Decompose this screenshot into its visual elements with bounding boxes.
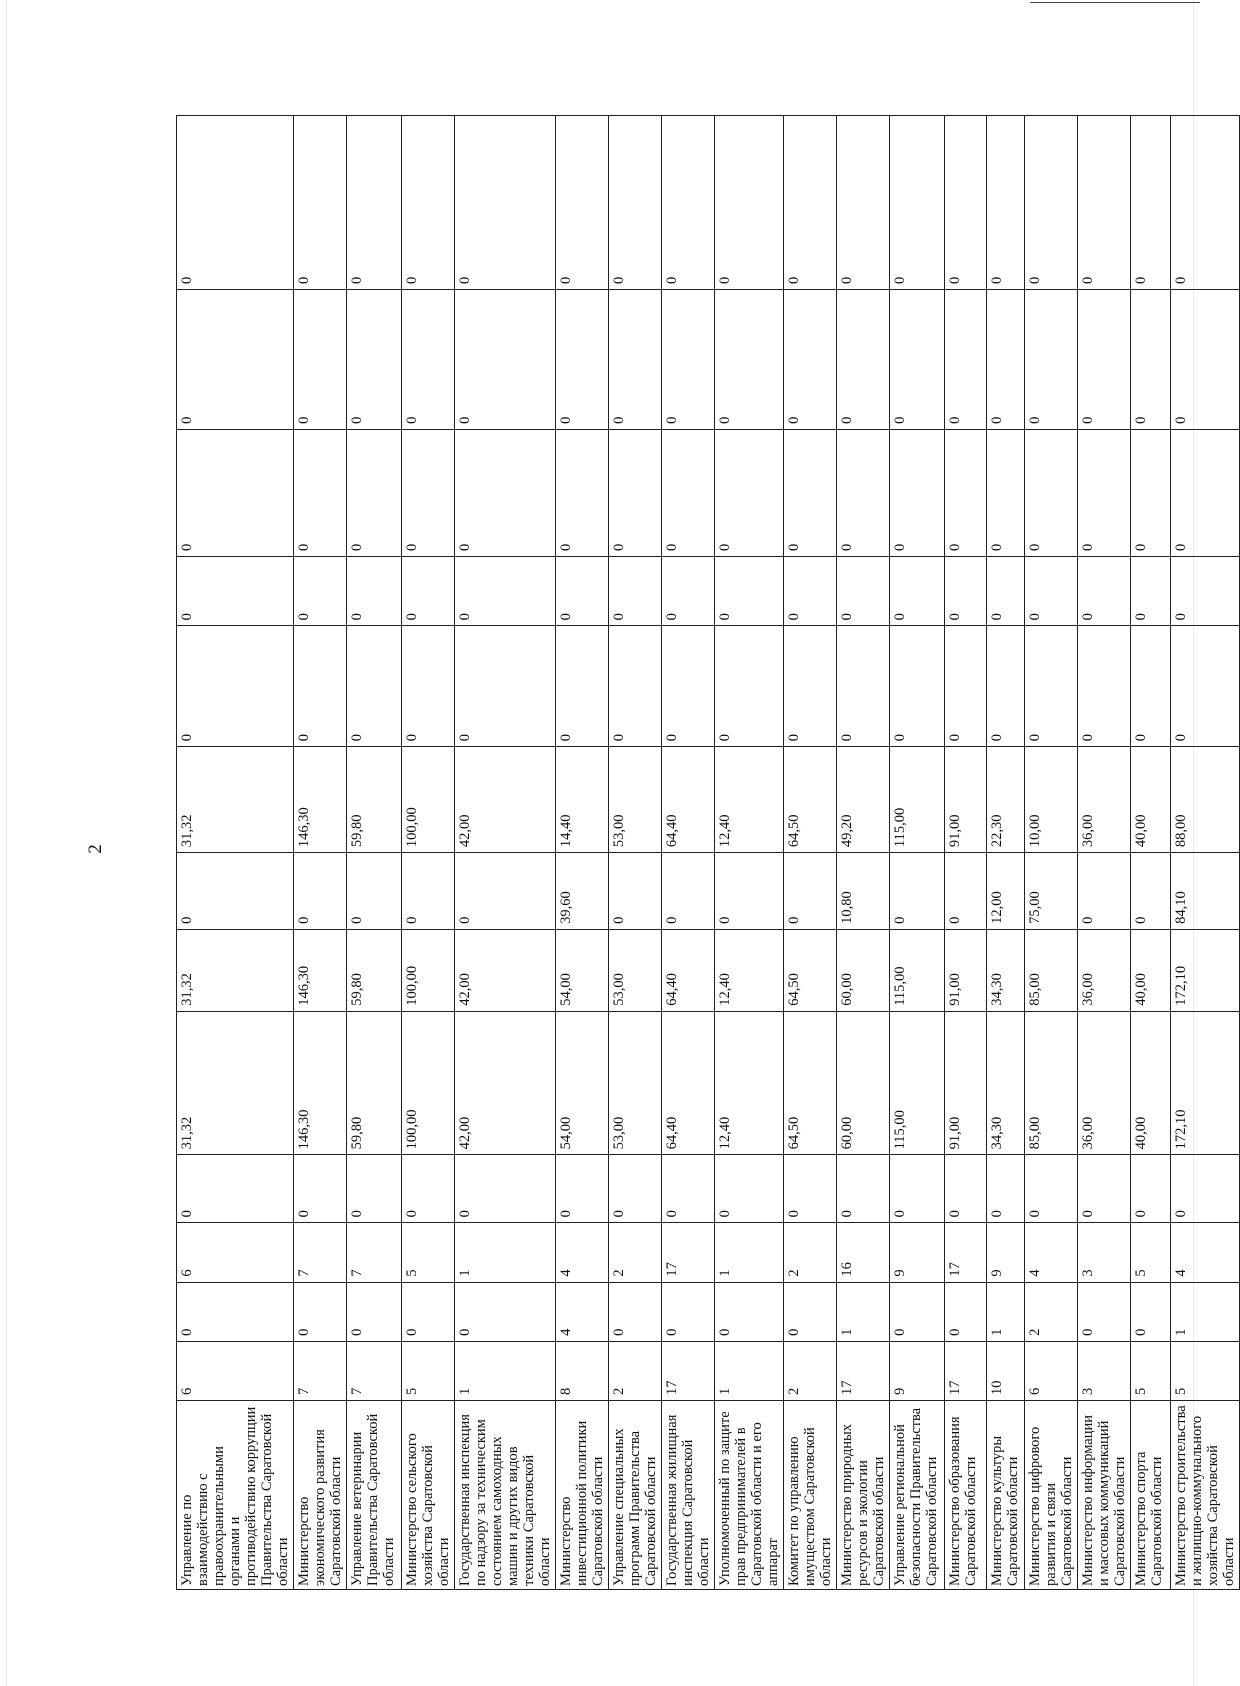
value-cell-col7: 115,00 bbox=[890, 929, 945, 1011]
value-cell-col13: 0 bbox=[556, 289, 609, 429]
value-cell-col7: 91,00 bbox=[945, 929, 987, 1011]
value-cell-col14: 0 bbox=[1131, 116, 1171, 290]
value-cell-col8: 0 bbox=[609, 853, 662, 930]
table-row bbox=[1131, 116, 1171, 1590]
table-row bbox=[1025, 116, 1078, 1590]
value-cell-col8: 0 bbox=[347, 853, 402, 930]
value-cell-col7: 36,00 bbox=[1078, 929, 1131, 1011]
value-cell-col6: 100,00 bbox=[402, 1011, 455, 1155]
value-cell-col9: 59,80 bbox=[347, 747, 402, 853]
value-cell-col13: 0 bbox=[1171, 289, 1240, 429]
value-cell-col7: 146,30 bbox=[294, 929, 347, 1011]
value-cell-col12: 0 bbox=[609, 429, 662, 556]
value-cell-col10: 0 bbox=[1025, 626, 1078, 747]
value-cell-col10: 0 bbox=[662, 626, 715, 747]
value-cell-col14: 0 bbox=[890, 116, 945, 290]
data-table bbox=[176, 115, 1240, 1590]
value-cell-col10: 0 bbox=[837, 626, 890, 747]
value-cell-col2: 6 bbox=[1025, 1341, 1078, 1400]
table-row bbox=[177, 116, 294, 1590]
value-cell-col14: 0 bbox=[455, 116, 556, 290]
value-cell-col3: 0 bbox=[294, 1282, 347, 1341]
value-cell-col13: 0 bbox=[177, 289, 294, 429]
value-cell-col6: 60,00 bbox=[837, 1011, 890, 1155]
value-cell-col2: 6 bbox=[177, 1341, 294, 1400]
value-cell-col14: 0 bbox=[715, 116, 784, 290]
value-cell-col5: 0 bbox=[784, 1155, 837, 1223]
value-cell-col11: 0 bbox=[1078, 557, 1131, 626]
value-cell-col4: 2 bbox=[784, 1223, 837, 1282]
value-cell-col14: 0 bbox=[784, 116, 837, 290]
value-cell-col4: 7 bbox=[347, 1223, 402, 1282]
value-cell-col4: 2 bbox=[609, 1223, 662, 1282]
value-cell-col12: 0 bbox=[1025, 429, 1078, 556]
value-cell-col9: 14,40 bbox=[556, 747, 609, 853]
organization-name-cell: Управление по взаимодействию с правоохранительными органами и противодействию коррупции Правительства Саратовской области bbox=[177, 1401, 294, 1590]
value-cell-col12: 0 bbox=[177, 429, 294, 556]
value-cell-col3: 0 bbox=[1131, 1282, 1171, 1341]
table-row bbox=[784, 116, 837, 1590]
value-cell-col2: 1 bbox=[715, 1341, 784, 1400]
value-cell-col13: 0 bbox=[1131, 289, 1171, 429]
value-cell-col7: 59,80 bbox=[347, 929, 402, 1011]
value-cell-col7: 40,00 bbox=[1131, 929, 1171, 1011]
value-cell-col8: 0 bbox=[890, 853, 945, 930]
value-cell-col9: 115,00 bbox=[890, 747, 945, 853]
value-cell-col4: 4 bbox=[1025, 1223, 1078, 1282]
value-cell-col8: 39,60 bbox=[556, 853, 609, 930]
organization-name-cell: Управление региональной безопасности Правительства Саратовской области bbox=[890, 1401, 945, 1590]
value-cell-col2: 17 bbox=[945, 1341, 987, 1400]
value-cell-col4: 4 bbox=[1171, 1223, 1240, 1282]
value-cell-col9: 36,00 bbox=[1078, 747, 1131, 853]
value-cell-col3: 4 bbox=[556, 1282, 609, 1341]
value-cell-col4: 9 bbox=[890, 1223, 945, 1282]
value-cell-col5: 0 bbox=[837, 1155, 890, 1223]
value-cell-col5: 0 bbox=[1131, 1155, 1171, 1223]
value-cell-col5: 0 bbox=[945, 1155, 987, 1223]
value-cell-col8: 0 bbox=[715, 853, 784, 930]
value-cell-col7: 54,00 bbox=[556, 929, 609, 1011]
value-cell-col7: 53,00 bbox=[609, 929, 662, 1011]
value-cell-col2: 5 bbox=[1171, 1341, 1240, 1400]
organization-name-cell: Министерство сельского хозяйства Саратовской области bbox=[402, 1401, 455, 1590]
value-cell-col12: 0 bbox=[837, 429, 890, 556]
value-cell-col2: 9 bbox=[890, 1341, 945, 1400]
value-cell-col12: 0 bbox=[987, 429, 1025, 556]
value-cell-col10: 0 bbox=[294, 626, 347, 747]
value-cell-col10: 0 bbox=[402, 626, 455, 747]
value-cell-col2: 7 bbox=[294, 1341, 347, 1400]
table-row bbox=[837, 116, 890, 1590]
value-cell-col11: 0 bbox=[945, 557, 987, 626]
value-cell-col3: 0 bbox=[784, 1282, 837, 1341]
value-cell-col4: 3 bbox=[1078, 1223, 1131, 1282]
organization-name-cell: Министерство культуры Саратовской области bbox=[987, 1401, 1025, 1590]
value-cell-col7: 60,00 bbox=[837, 929, 890, 1011]
value-cell-col3: 0 bbox=[455, 1282, 556, 1341]
value-cell-col13: 0 bbox=[945, 289, 987, 429]
table-row bbox=[715, 116, 784, 1590]
value-cell-col2: 17 bbox=[662, 1341, 715, 1400]
organization-name-cell: Министерство образования Саратовской области bbox=[945, 1401, 987, 1590]
value-cell-col7: 31,32 bbox=[177, 929, 294, 1011]
value-cell-col14: 0 bbox=[347, 116, 402, 290]
value-cell-col5: 0 bbox=[1171, 1155, 1240, 1223]
value-cell-col5: 0 bbox=[556, 1155, 609, 1223]
value-cell-col12: 0 bbox=[715, 429, 784, 556]
value-cell-col9: 22,30 bbox=[987, 747, 1025, 853]
value-cell-col5: 0 bbox=[1078, 1155, 1131, 1223]
value-cell-col10: 0 bbox=[177, 626, 294, 747]
value-cell-col10: 0 bbox=[987, 626, 1025, 747]
value-cell-col4: 16 bbox=[837, 1223, 890, 1282]
value-cell-col9: 40,00 bbox=[1131, 747, 1171, 853]
value-cell-col3: 1 bbox=[837, 1282, 890, 1341]
value-cell-col2: 2 bbox=[609, 1341, 662, 1400]
value-cell-col12: 0 bbox=[402, 429, 455, 556]
value-cell-col12: 0 bbox=[347, 429, 402, 556]
value-cell-col3: 0 bbox=[715, 1282, 784, 1341]
table-row bbox=[1078, 116, 1131, 1590]
value-cell-col14: 0 bbox=[662, 116, 715, 290]
value-cell-col8: 0 bbox=[177, 853, 294, 930]
value-cell-col6: 40,00 bbox=[1131, 1011, 1171, 1155]
table-row bbox=[662, 116, 715, 1590]
value-cell-col14: 0 bbox=[1078, 116, 1131, 290]
value-cell-col10: 0 bbox=[945, 626, 987, 747]
value-cell-col14: 0 bbox=[1025, 116, 1078, 290]
value-cell-col6: 146,30 bbox=[294, 1011, 347, 1155]
value-cell-col13: 0 bbox=[715, 289, 784, 429]
value-cell-col14: 0 bbox=[609, 116, 662, 290]
value-cell-col2: 1 bbox=[455, 1341, 556, 1400]
value-cell-col4: 4 bbox=[556, 1223, 609, 1282]
value-cell-col9: 49,20 bbox=[837, 747, 890, 853]
value-cell-col6: 85,00 bbox=[1025, 1011, 1078, 1155]
value-cell-col4: 6 bbox=[177, 1223, 294, 1282]
value-cell-col4: 9 bbox=[987, 1223, 1025, 1282]
value-cell-col2: 5 bbox=[402, 1341, 455, 1400]
value-cell-col8: 84,10 bbox=[1171, 853, 1240, 930]
value-cell-col12: 0 bbox=[784, 429, 837, 556]
value-cell-col6: 64,50 bbox=[784, 1011, 837, 1155]
organization-name-cell: Министерство экономического развития Саратовской области bbox=[294, 1401, 347, 1590]
value-cell-col11: 0 bbox=[987, 557, 1025, 626]
value-cell-col3: 0 bbox=[890, 1282, 945, 1341]
value-cell-col9: 53,00 bbox=[609, 747, 662, 853]
value-cell-col5: 0 bbox=[347, 1155, 402, 1223]
value-cell-col5: 0 bbox=[294, 1155, 347, 1223]
value-cell-col5: 0 bbox=[1025, 1155, 1078, 1223]
value-cell-col10: 0 bbox=[1171, 626, 1240, 747]
value-cell-col13: 0 bbox=[347, 289, 402, 429]
value-cell-col13: 0 bbox=[455, 289, 556, 429]
value-cell-col10: 0 bbox=[784, 626, 837, 747]
value-cell-col5: 0 bbox=[715, 1155, 784, 1223]
value-cell-col2: 7 bbox=[347, 1341, 402, 1400]
organization-name-cell: Министерство инвестиционной политики Саратовской области bbox=[556, 1401, 609, 1590]
value-cell-col4: 17 bbox=[662, 1223, 715, 1282]
organization-name-cell: Управление ветеринарии Правительства Саратовской области bbox=[347, 1401, 402, 1590]
organization-name-cell: Уполномоченный по защите прав предпринимателей в Саратовской области и его аппарат bbox=[715, 1401, 784, 1590]
value-cell-col13: 0 bbox=[890, 289, 945, 429]
table-row bbox=[402, 116, 455, 1590]
value-cell-col13: 0 bbox=[609, 289, 662, 429]
value-cell-col6: 91,00 bbox=[945, 1011, 987, 1155]
value-cell-col13: 0 bbox=[987, 289, 1025, 429]
value-cell-col12: 0 bbox=[890, 429, 945, 556]
value-cell-col5: 0 bbox=[455, 1155, 556, 1223]
value-cell-col2: 2 bbox=[784, 1341, 837, 1400]
value-cell-col11: 0 bbox=[609, 557, 662, 626]
value-cell-col10: 0 bbox=[347, 626, 402, 747]
value-cell-col11: 0 bbox=[177, 557, 294, 626]
value-cell-col14: 0 bbox=[556, 116, 609, 290]
value-cell-col10: 0 bbox=[455, 626, 556, 747]
value-cell-col8: 0 bbox=[1078, 853, 1131, 930]
value-cell-col6: 42,00 bbox=[455, 1011, 556, 1155]
value-cell-col9: 64,40 bbox=[662, 747, 715, 853]
value-cell-col11: 0 bbox=[402, 557, 455, 626]
corner-rule bbox=[1030, 2, 1200, 3]
value-cell-col9: 10,00 bbox=[1025, 747, 1078, 853]
value-cell-col6: 54,00 bbox=[556, 1011, 609, 1155]
value-cell-col13: 0 bbox=[1078, 289, 1131, 429]
value-cell-col7: 172,10 bbox=[1171, 929, 1240, 1011]
value-cell-col14: 0 bbox=[402, 116, 455, 290]
value-cell-col14: 0 bbox=[837, 116, 890, 290]
table-row bbox=[455, 116, 556, 1590]
value-cell-col12: 0 bbox=[662, 429, 715, 556]
value-cell-col12: 0 bbox=[1078, 429, 1131, 556]
value-cell-col11: 0 bbox=[556, 557, 609, 626]
value-cell-col3: 2 bbox=[1025, 1282, 1078, 1341]
value-cell-col12: 0 bbox=[945, 429, 987, 556]
value-cell-col11: 0 bbox=[784, 557, 837, 626]
value-cell-col5: 0 bbox=[609, 1155, 662, 1223]
value-cell-col11: 0 bbox=[662, 557, 715, 626]
value-cell-col3: 0 bbox=[609, 1282, 662, 1341]
value-cell-col8: 0 bbox=[662, 853, 715, 930]
value-cell-col8: 0 bbox=[1131, 853, 1171, 930]
value-cell-col5: 0 bbox=[890, 1155, 945, 1223]
organization-name-cell: Управление специальных программ Правительства Саратовской области bbox=[609, 1401, 662, 1590]
table-row bbox=[347, 116, 402, 1590]
value-cell-col14: 0 bbox=[987, 116, 1025, 290]
value-cell-col9: 91,00 bbox=[945, 747, 987, 853]
value-cell-col14: 0 bbox=[294, 116, 347, 290]
value-cell-col3: 1 bbox=[987, 1282, 1025, 1341]
value-cell-col14: 0 bbox=[945, 116, 987, 290]
value-cell-col2: 3 bbox=[1078, 1341, 1131, 1400]
value-cell-col10: 0 bbox=[1078, 626, 1131, 747]
value-cell-col6: 64,40 bbox=[662, 1011, 715, 1155]
table-row bbox=[1171, 116, 1240, 1590]
value-cell-col7: 34,30 bbox=[987, 929, 1025, 1011]
organization-name-cell: Министерство строительства и жилищно-коммунального хозяйства Саратовской области bbox=[1171, 1401, 1240, 1590]
value-cell-col10: 0 bbox=[890, 626, 945, 747]
value-cell-col9: 64,50 bbox=[784, 747, 837, 853]
value-cell-col2: 10 bbox=[987, 1341, 1025, 1400]
value-cell-col8: 75,00 bbox=[1025, 853, 1078, 930]
value-cell-col3: 0 bbox=[945, 1282, 987, 1341]
value-cell-col3: 0 bbox=[402, 1282, 455, 1341]
value-cell-col12: 0 bbox=[556, 429, 609, 556]
value-cell-col4: 1 bbox=[715, 1223, 784, 1282]
value-cell-col10: 0 bbox=[556, 626, 609, 747]
organization-name-cell: Министерство природных ресурсов и экологии Саратовской области bbox=[837, 1401, 890, 1590]
value-cell-col14: 0 bbox=[177, 116, 294, 290]
value-cell-col3: 0 bbox=[347, 1282, 402, 1341]
value-cell-col8: 0 bbox=[402, 853, 455, 930]
value-cell-col7: 12,40 bbox=[715, 929, 784, 1011]
value-cell-col9: 42,00 bbox=[455, 747, 556, 853]
value-cell-col6: 34,30 bbox=[987, 1011, 1025, 1155]
value-cell-col2: 5 bbox=[1131, 1341, 1171, 1400]
value-cell-col4: 17 bbox=[945, 1223, 987, 1282]
value-cell-col2: 17 bbox=[837, 1341, 890, 1400]
page-number: 2 bbox=[85, 844, 106, 854]
value-cell-col12: 0 bbox=[1131, 429, 1171, 556]
value-cell-col3: 0 bbox=[662, 1282, 715, 1341]
table-row bbox=[609, 116, 662, 1590]
value-cell-col6: 12,40 bbox=[715, 1011, 784, 1155]
value-cell-col9: 146,30 bbox=[294, 747, 347, 853]
value-cell-col10: 0 bbox=[609, 626, 662, 747]
table-row bbox=[556, 116, 609, 1590]
value-cell-col9: 12,40 bbox=[715, 747, 784, 853]
value-cell-col8: 0 bbox=[455, 853, 556, 930]
value-cell-col4: 1 bbox=[455, 1223, 556, 1282]
value-cell-col5: 0 bbox=[987, 1155, 1025, 1223]
value-cell-col8: 0 bbox=[945, 853, 987, 930]
organization-name-cell: Министерство информации и массовых коммуникаций Саратовской области bbox=[1078, 1401, 1131, 1590]
organization-name-cell: Государственная жилищная инспекция Саратовской области bbox=[662, 1401, 715, 1590]
value-cell-col11: 0 bbox=[837, 557, 890, 626]
value-cell-col11: 0 bbox=[1171, 557, 1240, 626]
value-cell-col9: 100,00 bbox=[402, 747, 455, 853]
scan-edge-left bbox=[6, 0, 7, 1686]
value-cell-col13: 0 bbox=[1025, 289, 1078, 429]
value-cell-col6: 172,10 bbox=[1171, 1011, 1240, 1155]
value-cell-col14: 0 bbox=[1171, 116, 1240, 290]
value-cell-col11: 0 bbox=[715, 557, 784, 626]
table-row bbox=[945, 116, 987, 1590]
value-cell-col11: 0 bbox=[455, 557, 556, 626]
value-cell-col6: 115,00 bbox=[890, 1011, 945, 1155]
value-cell-col7: 64,40 bbox=[662, 929, 715, 1011]
value-cell-col11: 0 bbox=[294, 557, 347, 626]
value-cell-col6: 31,32 bbox=[177, 1011, 294, 1155]
value-cell-col11: 0 bbox=[890, 557, 945, 626]
value-cell-col7: 64,50 bbox=[784, 929, 837, 1011]
value-cell-col12: 0 bbox=[1171, 429, 1240, 556]
value-cell-col7: 42,00 bbox=[455, 929, 556, 1011]
value-cell-col5: 0 bbox=[177, 1155, 294, 1223]
rotated-table-container bbox=[176, 115, 1237, 1590]
value-cell-col13: 0 bbox=[402, 289, 455, 429]
value-cell-col13: 0 bbox=[294, 289, 347, 429]
organization-name-cell: Государственная инспекция по надзору за техническим состоянием самоходных машин и других видов техники Саратовской области bbox=[455, 1401, 556, 1590]
value-cell-col7: 100,00 bbox=[402, 929, 455, 1011]
value-cell-col3: 1 bbox=[1171, 1282, 1240, 1341]
value-cell-col8: 10,80 bbox=[837, 853, 890, 930]
value-cell-col4: 5 bbox=[1131, 1223, 1171, 1282]
value-cell-col11: 0 bbox=[347, 557, 402, 626]
value-cell-col4: 5 bbox=[402, 1223, 455, 1282]
value-cell-col9: 31,32 bbox=[177, 747, 294, 853]
value-cell-col10: 0 bbox=[1131, 626, 1171, 747]
value-cell-col9: 88,00 bbox=[1171, 747, 1240, 853]
value-cell-col12: 0 bbox=[294, 429, 347, 556]
value-cell-col8: 0 bbox=[294, 853, 347, 930]
value-cell-col5: 0 bbox=[662, 1155, 715, 1223]
value-cell-col12: 0 bbox=[455, 429, 556, 556]
organization-name-cell: Министерство спорта Саратовской области bbox=[1131, 1401, 1171, 1590]
table-row bbox=[987, 116, 1025, 1590]
value-cell-col5: 0 bbox=[402, 1155, 455, 1223]
value-cell-col13: 0 bbox=[784, 289, 837, 429]
table-row bbox=[890, 116, 945, 1590]
value-cell-col8: 0 bbox=[784, 853, 837, 930]
organization-name-cell: Министерство цифрового развития и связи Саратовской области bbox=[1025, 1401, 1078, 1590]
value-cell-col10: 0 bbox=[715, 626, 784, 747]
organization-name-cell: Комитет по управлению имуществом Саратовской области bbox=[784, 1401, 837, 1590]
value-cell-col3: 0 bbox=[1078, 1282, 1131, 1341]
value-cell-col13: 0 bbox=[662, 289, 715, 429]
value-cell-col2: 8 bbox=[556, 1341, 609, 1400]
value-cell-col11: 0 bbox=[1025, 557, 1078, 626]
value-cell-col7: 85,00 bbox=[1025, 929, 1078, 1011]
value-cell-col4: 7 bbox=[294, 1223, 347, 1282]
value-cell-col6: 53,00 bbox=[609, 1011, 662, 1155]
value-cell-col11: 0 bbox=[1131, 557, 1171, 626]
value-cell-col3: 0 bbox=[177, 1282, 294, 1341]
value-cell-col8: 12,00 bbox=[987, 853, 1025, 930]
table-row bbox=[294, 116, 347, 1590]
value-cell-col6: 36,00 bbox=[1078, 1011, 1131, 1155]
value-cell-col6: 59,80 bbox=[347, 1011, 402, 1155]
value-cell-col13: 0 bbox=[837, 289, 890, 429]
